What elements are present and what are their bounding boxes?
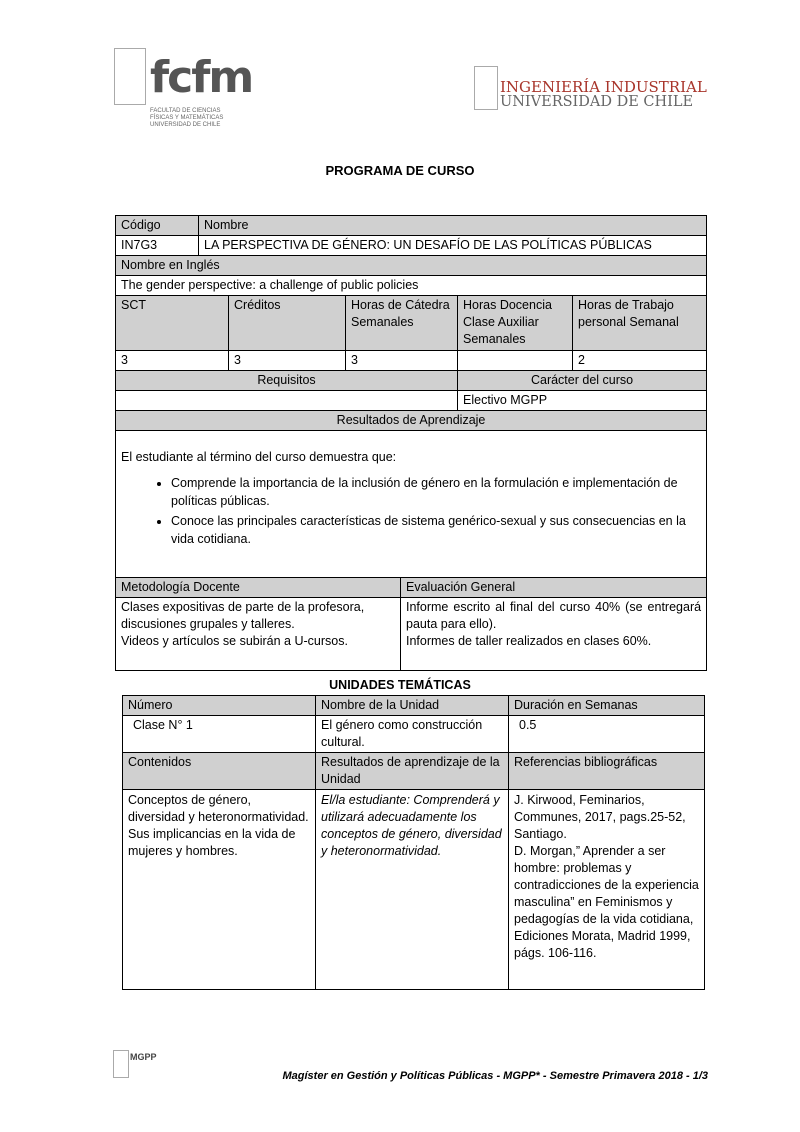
metodologia-value — [116, 598, 401, 671]
page-title: PROGRAMA DE CURSO — [325, 163, 475, 178]
referencia-item: J. Kirwood, Feminarios, Communes, 2017, pags.25-52, Santiago. — [514, 793, 686, 841]
caracter-value: Electivo MGPP — [458, 391, 707, 411]
logo-sub-line: FÍSICAS Y MATEMÁTICAS — [150, 115, 224, 121]
requisitos-label: Requisitos — [116, 371, 458, 391]
unidades-table — [122, 695, 705, 990]
resultados-unidad-label: Resultados de aprendizaje de la Unidad — [316, 753, 509, 790]
contenidos-value: Conceptos de género, diversidad y heteronormatividad. Sus implicancias en la vida de mujeres y hombres. — [123, 790, 316, 990]
university-crest-icon — [113, 1050, 129, 1078]
contenidos-label: Contenidos — [123, 753, 316, 790]
fcfm-logo-subtitle — [150, 108, 223, 129]
unidades-title: UNIDADES TEMÁTICAS — [329, 678, 471, 692]
evaluacion-label: Evaluación General — [401, 578, 707, 598]
ingles-value: The gender perspective: a challenge of public policies — [116, 276, 707, 296]
nombre-unidad-value: El género como construcción cultural. — [316, 716, 509, 753]
evaluacion-line: Informe escrito al final del curso 40% (se entregará pauta para ello). — [406, 600, 702, 631]
horas-catedra-value: 3 — [346, 351, 458, 371]
horas-trabajo-label: Horas de Trabajo personal Semanal — [573, 296, 707, 351]
metodologia-line: Videos y artículos se subirán a U-cursos. — [121, 634, 348, 648]
evaluacion-line: Informes de taller realizados en clases 60%. — [406, 634, 652, 648]
ingenieria-logo-line1: INGENIERÍA INDUSTRIAL — [500, 78, 707, 96]
ingenieria-logo-line2: UNIVERSIDAD DE CHILE — [500, 94, 694, 110]
resultado-item: • Comprende la importancia de la inclusión de género en la formulación e implementación de políticas públicas. — [171, 474, 701, 510]
resultados-list — [121, 474, 701, 548]
creditos-value: 3 — [229, 351, 346, 371]
creditos-label: Créditos — [229, 296, 346, 351]
resultados-label: Resultados de Aprendizaje — [116, 411, 707, 431]
codigo-label: Código — [116, 216, 199, 236]
university-crest-icon — [114, 48, 146, 105]
nombre-label: Nombre — [199, 216, 707, 236]
horas-auxiliar-label: Horas Docencia Clase Auxiliar Semanales — [458, 296, 573, 351]
metodologia-line: Clases expositivas de parte de la profesora, discusiones grupales y talleres. — [121, 600, 365, 631]
nombre-unidad-label: Nombre de la Unidad — [316, 696, 509, 716]
numero-value: Clase N° 1 — [123, 716, 316, 753]
horas-trabajo-value: 2 — [573, 351, 707, 371]
duracion-label: Duración en Semanas — [509, 696, 705, 716]
horas-catedra-label: Horas de Cátedra Semanales — [346, 296, 458, 351]
ingles-label: Nombre en Inglés — [116, 256, 707, 276]
referencia-item: D. Morgan,” Aprender a ser hombre: problemas y contradicciones de la experiencia masculina” en Feminismos y pedagogías de la vida cotidiana, Ediciones Morata, Madrid 1999, págs. 106-116. — [514, 844, 699, 960]
resultados-unidad-value: El/la estudiante: Comprenderá y utilizará adecuadamente los conceptos de género, diversidad y heteronormatividad. — [316, 790, 509, 990]
resultados-intro: El estudiante al término del curso demuestra que: — [121, 450, 397, 464]
footer-text: Magíster en Gestión y Políticas Públicas - MGPP* - Semestre Primavera 2018 - 1/3 — [282, 1070, 708, 1082]
requisitos-value — [116, 391, 458, 411]
evaluacion-value — [401, 598, 707, 671]
university-crest-icon — [474, 66, 498, 110]
codigo-value: IN7G3 — [116, 236, 199, 256]
nombre-value: LA PERSPECTIVA DE GÉNERO: UN DESAFÍO DE LAS POLÍTICAS PÚBLICAS — [199, 236, 707, 256]
logo-sub-line: UNIVERSIDAD DE CHILE — [150, 122, 221, 128]
sct-label: SCT — [116, 296, 229, 351]
referencias-value — [509, 790, 705, 990]
caracter-label: Carácter del curso — [458, 371, 707, 391]
course-table — [115, 215, 707, 671]
duracion-value: 0.5 — [509, 716, 705, 753]
mgpp-logo: MGPP — [130, 1052, 157, 1062]
fcfm-logo: fcfm — [150, 52, 253, 103]
metodologia-label: Metodología Docente — [116, 578, 401, 598]
sct-value: 3 — [116, 351, 229, 371]
resultados-content — [116, 431, 707, 578]
horas-auxiliar-value — [458, 351, 573, 371]
referencias-label: Referencias bibliográficas — [509, 753, 705, 790]
resultado-item: • Conoce las principales características de sistema genérico-sexual y sus consecuencias en la vida cotidiana. — [171, 512, 701, 548]
numero-label: Número — [123, 696, 316, 716]
logo-sub-line: FACULTAD DE CIENCIAS — [150, 108, 221, 114]
